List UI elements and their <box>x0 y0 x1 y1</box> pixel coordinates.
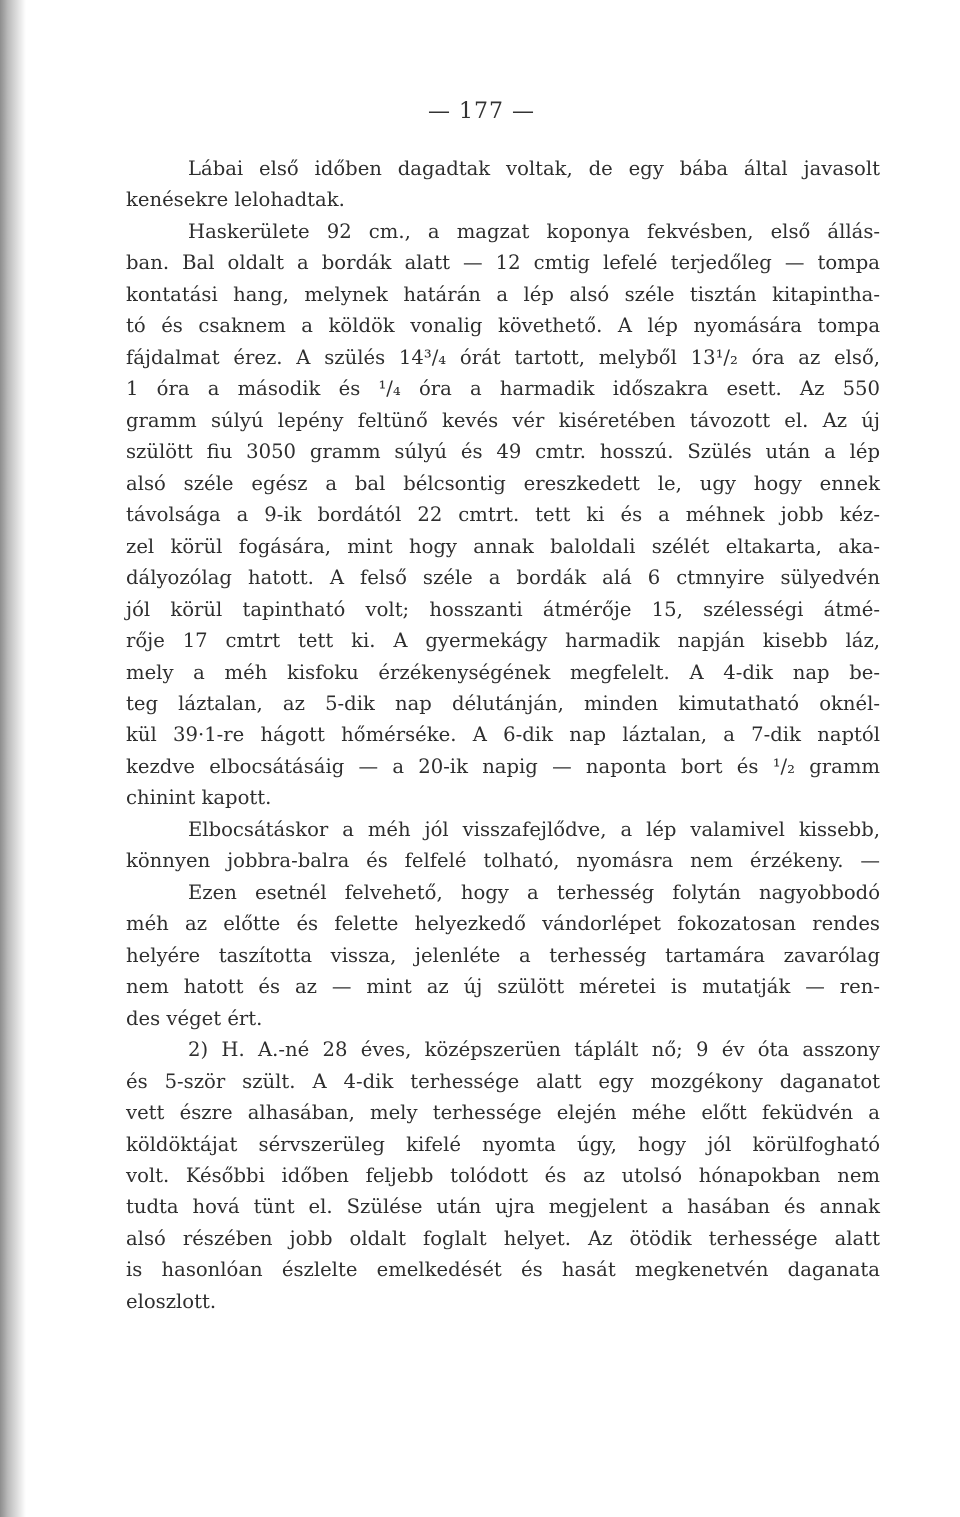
text-line: 2) H. A.-né 28 éves, középszerüen táplált nő; 9 év óta asszony <box>188 1038 880 1062</box>
text-line: alsó széle egész a bal bélcsontig ereszkedett le, ugy hogy ennek <box>126 471 880 495</box>
text-line: szülött fiu 3050 gramm súlyú és 49 cmtr. hosszú. Szülés után a lép <box>126 440 880 464</box>
text-line: rője 17 cmtrt tett ki. A gyermekágy harmadik napján kisebb láz, <box>126 629 880 653</box>
text-line: tó és csaknem a köldök vonalig követhető. A lép nyomására tompa <box>126 314 880 338</box>
text-line: eloszlott. <box>126 1289 217 1313</box>
text-line: zel körül fogására, mint hogy annak baloldali szélét eltakarta, aka- <box>126 534 880 558</box>
page-number: — 177 — <box>428 99 535 124</box>
text-line: és 5-ször szült. A 4-dik terhessége alatt egy mozgékony daganatot <box>126 1069 880 1093</box>
text-line: tudta hová tünt el. Szülése után ujra megjelent a hasában és annak <box>126 1195 880 1219</box>
text-line: gramm súlyú lepény feltünő kevés vér kiséretében távozott el. Az új <box>126 408 880 432</box>
text-line: Haskerülete 92 cm., a magzat koponya fekvésben, első állás- <box>188 219 880 243</box>
text-line: kenésekre lelohadtak. <box>126 188 345 212</box>
text-line: teg láztalan, az 5-dik nap délutánján, minden kimutatható oknél- <box>126 691 880 715</box>
text-line: volt. Későbbi időben feljebb tolódott és az utolsó hónapokban nem <box>126 1164 880 1187</box>
text-line: kezdve elbocsátásáig — a 20-ik napig — naponta bort és ¹/₂ gramm <box>126 754 880 778</box>
scan-edge-shadow <box>0 0 26 1517</box>
text-line: des véget ért. <box>126 1006 263 1030</box>
text-line: helyére taszította vissza, jelenléte a terhesség tartamára zavarólag <box>126 943 880 967</box>
body-text <box>126 153 880 1317</box>
text-line: méh az előtte és felette helyezkedő vándorlépet fokozatosan rendes <box>126 912 880 936</box>
text-line: mely a méh kisfoku érzékenységének megfelelt. A 4-dik nap be- <box>126 660 880 684</box>
text-line: vett észre alhasában, mely terhessége elején méhe előtt feküdvén a <box>126 1101 880 1125</box>
text-line: kontatási hang, melynek határán a lép alsó széle tisztán kitapintha- <box>126 282 880 306</box>
text-line: Ezen esetnél felvehető, hogy a terhesség folytán nagyobbodó <box>188 880 880 904</box>
text-line: 1 óra a második és ¹/₄ óra a harmadik időszakra esett. Az 550 <box>126 377 880 401</box>
text-line: is hasonlóan észlelte emelkedését és hasát megkenetvén daganata <box>126 1258 880 1282</box>
book-page <box>126 0 880 1517</box>
text-line: távolsága a 9-ik bordától 22 cmtrt. tett ki és a méhnek jobb kéz- <box>126 503 880 527</box>
text-line: Lábai első időben dagadtak voltak, de egy bába által javasolt <box>188 157 880 180</box>
text-line: alsó részében jobb oldalt foglalt helyet. Az ötödik terhessége alatt <box>126 1226 880 1250</box>
text-line: ban. Bal oldalt a bordák alatt — 12 cmtig lefelé terjedőleg — tompa <box>126 251 880 275</box>
text-line: dályozólag hatott. A felső széle a bordák alá 6 ctmnyire sülyedvén <box>126 566 880 590</box>
text-line: jól körül tapintható volt; hosszanti átmérője 15, szélességi átmé- <box>126 597 880 621</box>
text-line: könnyen jobbra-balra és felfelé tolható, nyomásra nem érzékeny. — <box>126 849 880 873</box>
text-line: Elbocsátáskor a méh jól visszafejlődve, a lép valamivel kissebb, <box>188 817 880 841</box>
text-line: fájdalmat érez. A szülés 14³/₄ órát tartott, melyből 13¹/₂ óra az első, <box>126 345 880 369</box>
text-line: kül 39·1-re hágott hőmérséke. A 6-dik nap láztalan, a 7-dik naptól <box>126 723 880 747</box>
text-line: köldöktájat sérvszerüleg kifelé nyomta úgy, hogy jól körülfogható <box>126 1132 880 1156</box>
text-line: chinint kapott. <box>126 786 272 810</box>
text-line: nem hatott és az — mint az új szülött méretei is mutatják — ren- <box>126 975 880 999</box>
